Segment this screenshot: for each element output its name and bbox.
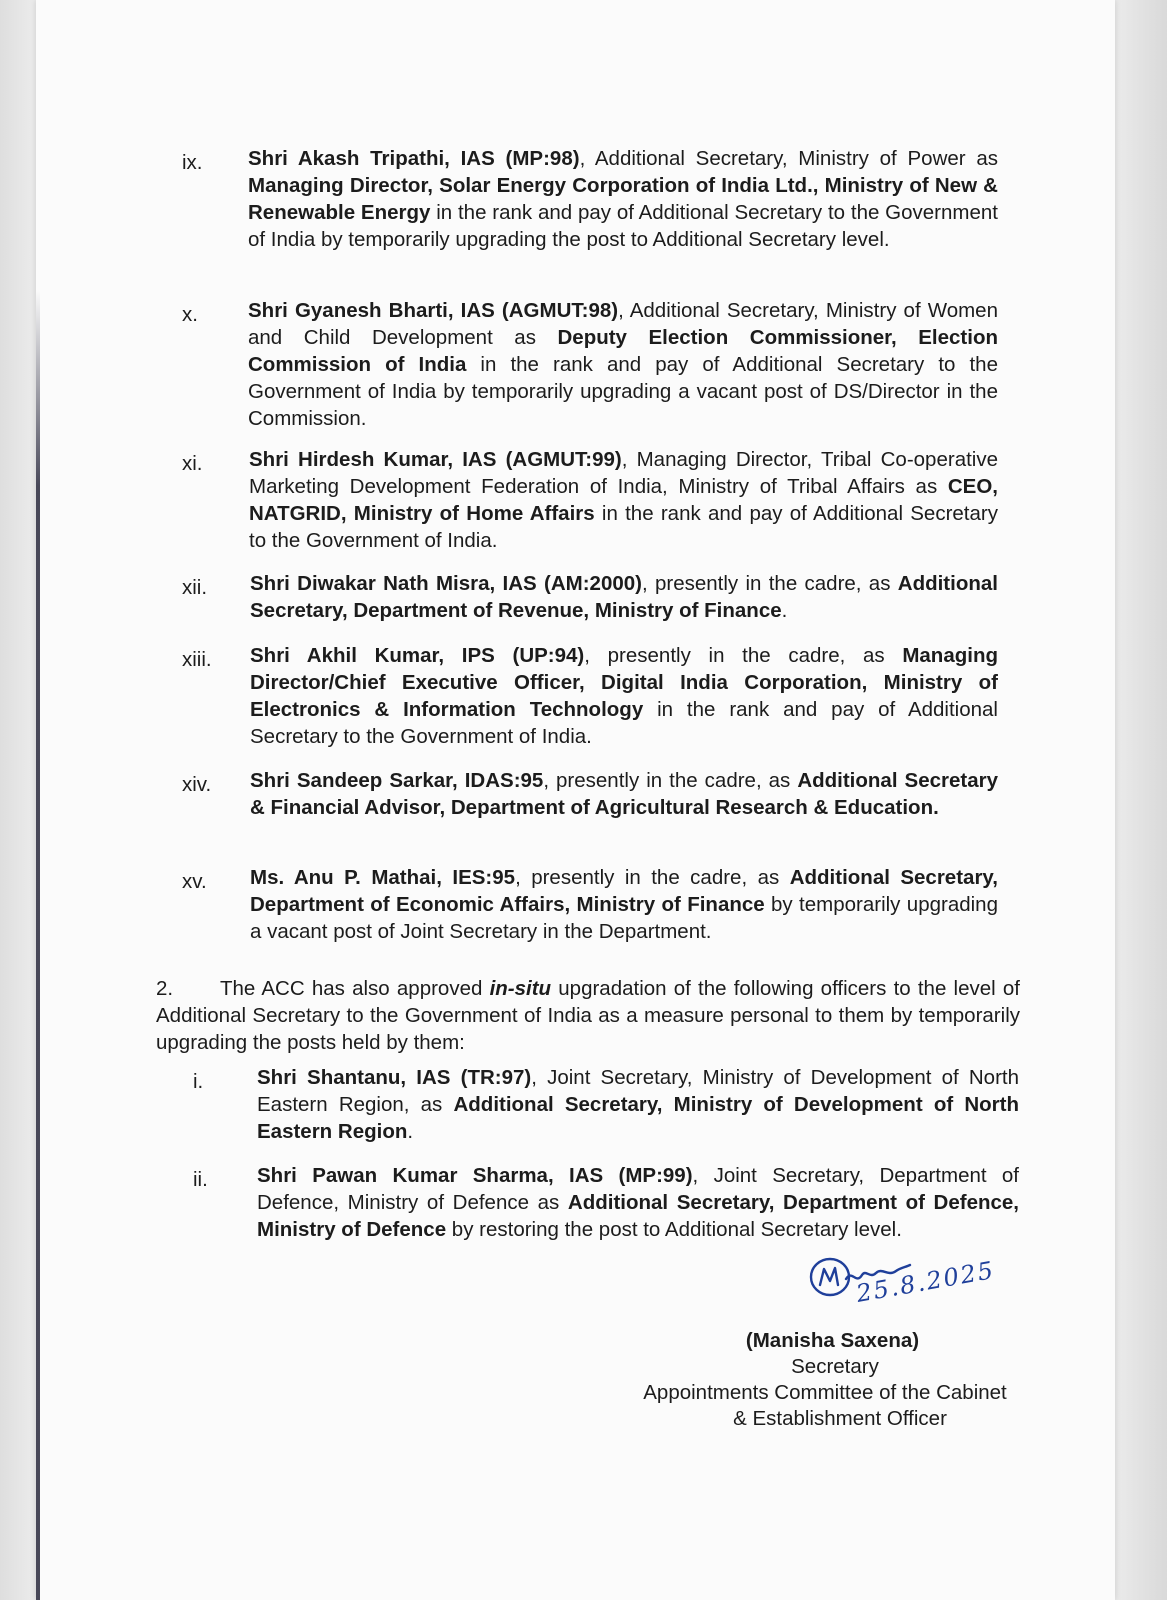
text-segment: by restoring the post to Additional Secretary level.: [446, 1218, 902, 1241]
page-margin-left: [0, 0, 36, 1600]
text-segment: , presently in the cadre, as: [515, 866, 790, 889]
item-number: ii.: [193, 1168, 208, 1191]
posting: Additional Secretary, Ministry of Development of North Eastern Region: [257, 1093, 1019, 1143]
officer-name: Shri Shantanu, IAS (TR:97): [257, 1066, 532, 1089]
binding-edge: [36, 290, 40, 1600]
item-number: xv.: [182, 870, 207, 893]
item-number: xiv.: [182, 773, 212, 796]
posting: Managing Director, Solar Energy Corporation of India Ltd., Ministry of New & Renewable Energy: [248, 174, 998, 224]
item-number: i.: [193, 1070, 204, 1093]
item-text: [250, 767, 998, 821]
page-margin-right: [1115, 0, 1167, 1600]
text-segment: by temporarily upgrading a vacant post of Joint Secretary in the Department.: [250, 893, 998, 943]
item-number: ix.: [182, 151, 203, 174]
signatory-designation: Secretary: [791, 1355, 879, 1378]
signatory-name: (Manisha Saxena): [745, 1329, 920, 1352]
text-segment: The ACC has also approved: [220, 977, 490, 1000]
text-segment: in the rank and pay of Additional Secretary to the Government of India.: [250, 698, 998, 748]
emphasis-text: in-situ: [489, 977, 552, 1000]
text-segment: upgradation of the following officers to the level of Additional Secretary to the Government of India as a measure personal to them by temporarily upgrading the posts held by them:: [156, 977, 1020, 1054]
officer-name: Shri Akhil Kumar, IPS (UP:94): [250, 644, 585, 667]
officer-name: Shri Hirdesh Kumar, IAS (AGMUT:99): [249, 448, 622, 471]
paragraph-2: [156, 975, 1020, 1056]
text-segment: in the rank and pay of Additional Secretary to the Government of India by temporarily upgrading a vacant post of DS/Director in the Commission.: [248, 353, 998, 430]
text-segment: , Joint Secretary, Department of Defence, Ministry of Defence as: [257, 1164, 1019, 1214]
text-segment: , presently in the cadre, as: [584, 644, 903, 667]
text-segment: in the rank and pay of Additional Secretary to the Government of India by temporarily upgrading the post to Additional Secretary level.: [248, 201, 998, 251]
text-segment: .: [781, 599, 788, 622]
signatory-office-line1: Appointments Committee of the Cabinet: [643, 1381, 1007, 1404]
item-text: [250, 642, 998, 750]
officer-name: Ms. Anu P. Mathai, IES:95: [250, 866, 516, 889]
item-text: [250, 864, 998, 945]
officer-name: Shri Gyanesh Bharti, IAS (AGMUT:98): [248, 299, 619, 322]
posting: Additional Secretary, Department of Defence, Ministry of Defence: [257, 1191, 1019, 1241]
text-segment: , Additional Secretary, Ministry of Power as: [579, 147, 999, 170]
officer-name: Shri Sandeep Sarkar, IDAS:95: [250, 769, 544, 792]
text-segment: , Managing Director, Tribal Co-operative Marketing Development Federation of India, Ministry of Tribal Affairs as: [249, 448, 998, 498]
officer-name: Shri Pawan Kumar Sharma, IAS (MP:99): [257, 1164, 693, 1187]
signatory-office-line2: & Establishment Officer: [733, 1407, 947, 1430]
item-number: xii.: [182, 576, 208, 599]
item-number: x.: [182, 303, 198, 326]
signature-date: 25.8.2025: [854, 1255, 998, 1308]
item-text: [257, 1064, 1019, 1145]
item-text: [257, 1162, 1019, 1243]
item-text: [249, 446, 998, 554]
handwritten-signature: [800, 1255, 1020, 1335]
posting: Additional Secretary, Department of Revenue, Ministry of Finance: [250, 572, 998, 622]
item-number: xiii.: [182, 648, 212, 671]
text-segment: , Joint Secretary, Ministry of Development of North Eastern Region, as: [257, 1066, 1019, 1116]
posting: CEO, NATGRID, Ministry of Home Affairs: [249, 475, 998, 525]
posting: Additional Secretary & Financial Advisor, Department of Agricultural Research & Education.: [250, 769, 998, 819]
paragraph-number: 2.: [156, 977, 174, 1000]
posting: Additional Secretary, Department of Economic Affairs, Ministry of Finance: [250, 866, 998, 916]
signature-block: [600, 1328, 1030, 1432]
item-text: [248, 297, 998, 432]
text-segment: , Additional Secretary, Ministry of Women and Child Development as: [248, 299, 998, 349]
text-segment: in the rank and pay of Additional Secretary to the Government of India.: [249, 502, 998, 552]
officer-name: Shri Diwakar Nath Misra, IAS (AM:2000): [250, 572, 642, 595]
posting: Deputy Election Commissioner, Election Commission of India: [248, 326, 998, 376]
text-segment: .: [407, 1120, 414, 1143]
item-number: xi.: [182, 452, 203, 475]
text-segment: , presently in the cadre, as: [641, 572, 898, 595]
item-text: [250, 570, 998, 624]
text-segment: , presently in the cadre, as: [543, 769, 798, 792]
officer-name: Shri Akash Tripathi, IAS (MP:98): [248, 147, 580, 170]
posting: Managing Director/Chief Executive Officer, Digital India Corporation, Ministry of Electronics & Information Technology: [250, 644, 998, 721]
item-text: [248, 145, 998, 253]
